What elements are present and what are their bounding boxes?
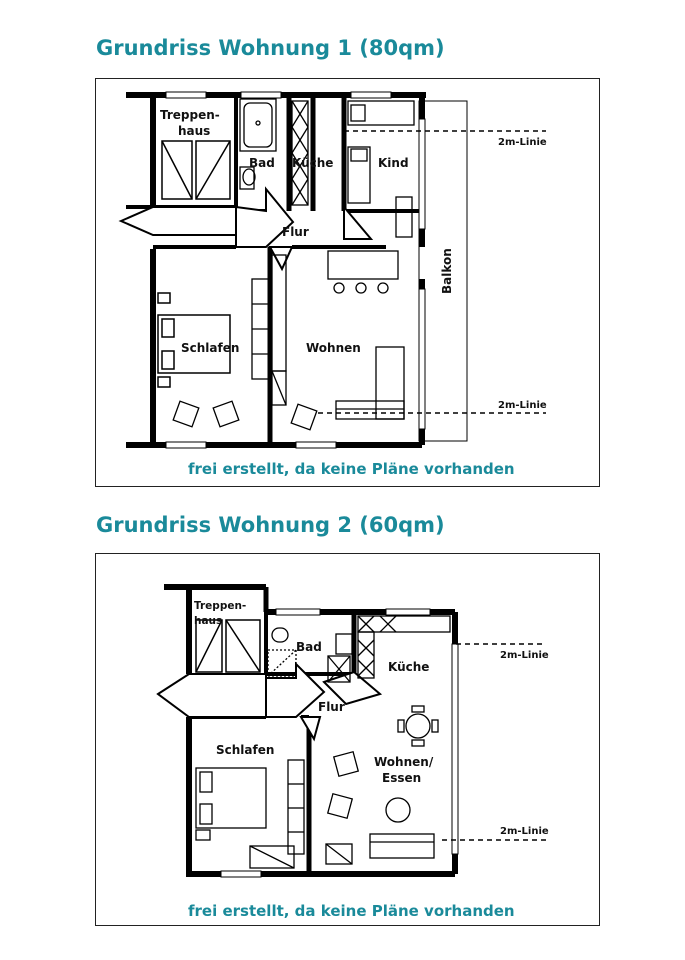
label-treppenhaus-2: haus (194, 615, 223, 627)
label-kueche: Küche (292, 156, 334, 170)
label-treppenhaus-2: haus (178, 124, 211, 138)
label-treppenhaus: Treppen- (160, 108, 220, 122)
plan1-floorplan (96, 79, 599, 486)
plan1-title: Grundriss Wohnung 1 (80qm) (96, 36, 445, 60)
label-2m-top: 2m-Linie (498, 137, 547, 148)
label-essen: Essen (382, 771, 422, 785)
label-kind: Kind (378, 156, 409, 170)
label-balkon: Balkon (440, 248, 454, 294)
label-2m-bottom: 2m-Linie (500, 826, 549, 837)
label-flur: Flur (318, 700, 345, 714)
label-flur: Flur (282, 225, 309, 239)
label-treppenhaus: Treppen- (194, 600, 247, 612)
label-bad: Bad (296, 640, 322, 654)
label-2m-top: 2m-Linie (500, 650, 549, 661)
label-kueche: Küche (388, 660, 430, 674)
plan2-floorplan (96, 554, 599, 925)
label-schlafen: Schlafen (216, 743, 275, 757)
label-wohnen: Wohnen/ (374, 755, 434, 769)
label-schlafen: Schlafen (181, 341, 240, 355)
label-2m-bottom: 2m-Linie (498, 400, 547, 411)
plan1-frame (95, 78, 600, 487)
plan2-frame (95, 553, 600, 926)
plan2-caption: frei erstellt, da keine Pläne vorhanden (188, 902, 515, 920)
plan1-caption: frei erstellt, da keine Pläne vorhanden (188, 460, 515, 478)
label-bad: Bad (249, 156, 275, 170)
label-wohnen: Wohnen (306, 341, 361, 355)
plan2-title: Grundriss Wohnung 2 (60qm) (96, 513, 445, 537)
